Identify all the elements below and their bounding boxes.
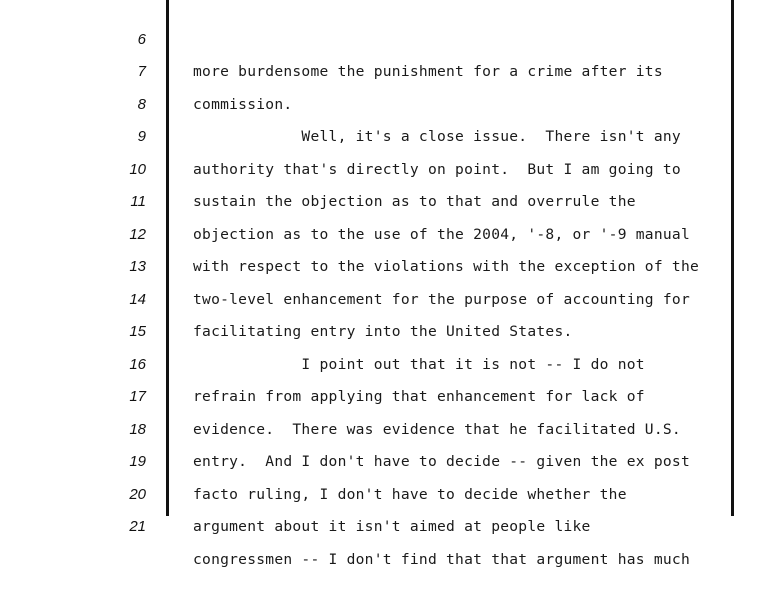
line-text: I point out that it is not -- I do not bbox=[193, 355, 645, 373]
line-text: sustain the objection as to that and overrule the bbox=[193, 193, 636, 210]
line-text: facto ruling, I don't have to decide whether the bbox=[193, 485, 627, 503]
line-text: evidence. There was evidence that he facilitated U.S. bbox=[193, 420, 681, 438]
line-text: congressmen -- I don't find that that argument has much bbox=[193, 550, 690, 568]
line-number: 8 bbox=[137, 95, 146, 113]
line-text: refrain from applying that enhancement for lack of bbox=[193, 388, 645, 405]
line-number: 17 bbox=[129, 388, 146, 405]
line-number: 19 bbox=[129, 453, 146, 470]
line-text: objection as to the use of the 2004, '-8, or '-9 manual bbox=[193, 225, 690, 243]
line-number: 9 bbox=[137, 128, 146, 145]
line-text: commission. bbox=[193, 95, 293, 113]
line-number: 15 bbox=[129, 323, 146, 340]
line-text: more burdensome the punishment for a crime after its bbox=[193, 63, 663, 80]
line-number: 7 bbox=[137, 63, 146, 80]
line-number: 16 bbox=[129, 355, 146, 373]
line-number: 14 bbox=[129, 290, 146, 308]
line-number: 6 bbox=[137, 30, 146, 48]
line-text: authority that's directly on point. But I am going to bbox=[193, 160, 681, 178]
line-text: entry. And I don't have to decide -- given the ex post bbox=[193, 453, 690, 470]
line-number: 12 bbox=[129, 225, 146, 243]
transcript-line bbox=[0, 0, 780, 80]
line-number: 20 bbox=[129, 485, 146, 503]
line-text: argument about it isn't aimed at people like bbox=[193, 518, 591, 535]
line-text: facilitating entry into the United States. bbox=[193, 323, 573, 340]
line-text: with respect to the violations with the exception of the bbox=[193, 258, 700, 275]
line-text: two-level enhancement for the purpose of accounting for bbox=[193, 290, 690, 308]
line-number: 11 bbox=[130, 193, 146, 210]
line-number: 10 bbox=[129, 160, 146, 178]
line-text: Well, it's a close issue. There isn't any bbox=[193, 128, 681, 145]
line-number: 21 bbox=[129, 518, 146, 535]
line-number: 13 bbox=[129, 258, 146, 275]
line-number: 18 bbox=[129, 420, 146, 438]
